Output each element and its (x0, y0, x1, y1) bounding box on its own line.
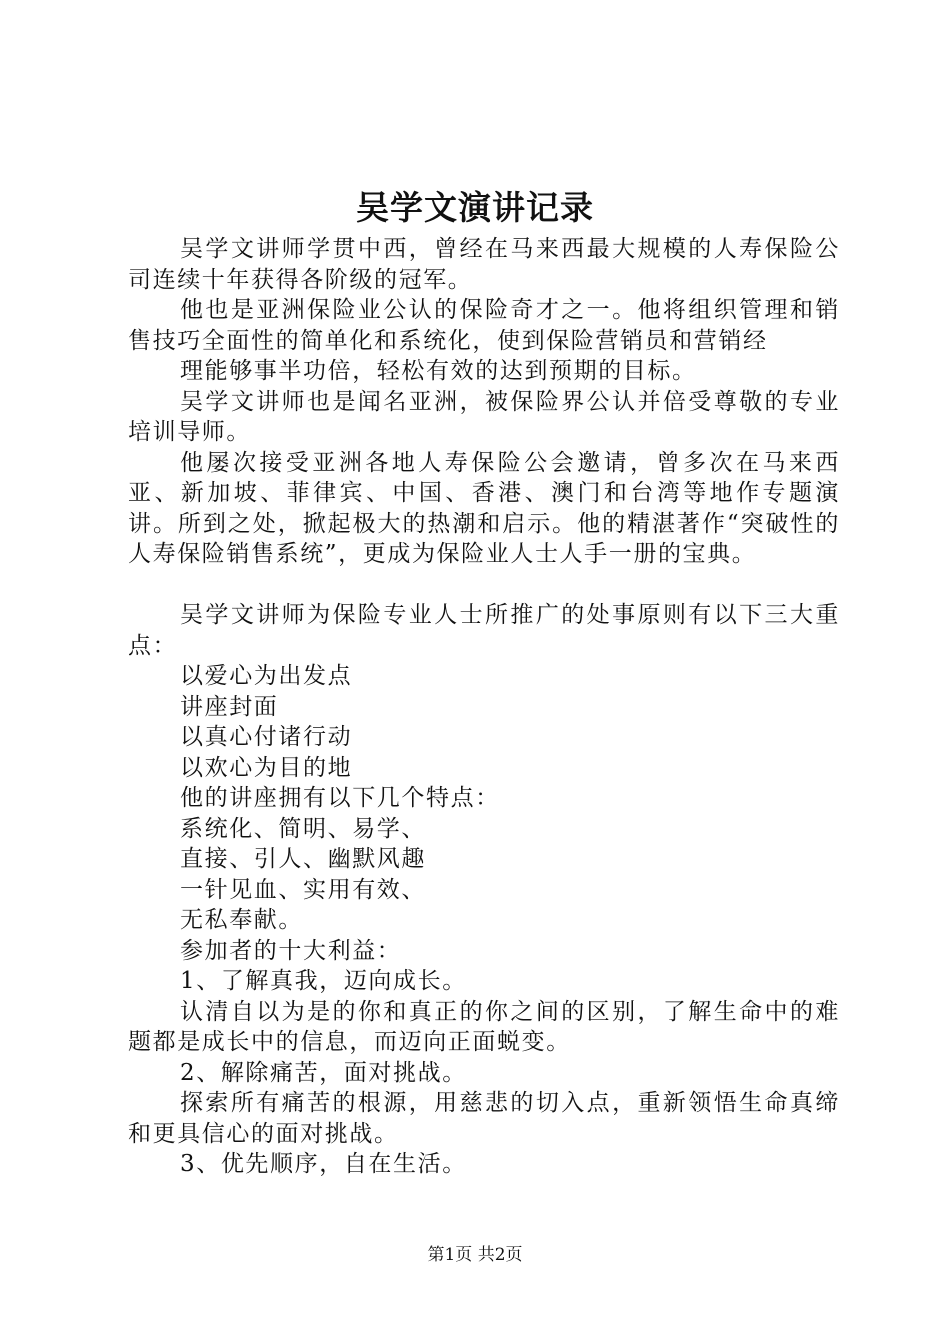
benefit-text: 探索所有痛苦的根源，用慈悲的切入点，重新领悟生命真缔和更具信心的面对挑战。 (128, 1090, 840, 1147)
paragraph-goals: 理能够事半功倍，轻松有效的达到预期的目标。 (180, 358, 697, 384)
principle-item: 以欢心为目的地 (180, 754, 353, 781)
paragraph-lectures: 他屡次接受亚洲各地人寿保险公会邀请，曾多次在马来西亚、新加坡、菲律宾、中国、香港、澳门和台湾等地作专题演讲。所到之处，掀起极大的热潮和启示。他的精湛著作“突破性的人寿保险销售系统”，更成为保险业人士人手一册的宝典。 (128, 449, 840, 567)
paragraph-principles-intro: 吴学文讲师为保险专业人士所推广的处事原则有以下三大重点： (128, 602, 840, 659)
paragraph-asia-insurance: 他也是亚洲保险业公认的保险奇才之一。他将组织管理和销售技巧全面性的简单化和系统化，使到保险营销员和营销经 (128, 297, 840, 354)
document-title: 吴学文演讲记录 (356, 188, 594, 227)
feature-item: 一针见血、实用有效、 (180, 876, 426, 903)
paragraph-trainer: 吴学文讲师也是闻名亚洲，被保险界公认并倍受尊敬的专业培训导师。 (128, 388, 840, 445)
paragraph-intro: 吴学文讲师学贯中西，曾经在马来西最大规模的人寿保险公司连续十年获得各阶级的冠军。 (128, 236, 840, 293)
feature-item: 无私奉献。 (180, 907, 303, 933)
principle-item: 讲座封面 (180, 693, 279, 720)
benefit-heading: 3、优先顺序，自在生活。 (180, 1151, 467, 1177)
features-intro: 他的讲座拥有以下几个特点： (180, 785, 500, 811)
benefit-text: 认清自以为是的你和真正的你之间的区别，了解生命中的难题都是成长中的信息，而迈向正面蜕变。 (128, 998, 840, 1055)
document-body (128, 234, 840, 1180)
feature-item: 系统化、简明、易学、 (180, 815, 426, 842)
benefits-intro: 参加者的十大利益： (180, 937, 402, 964)
benefit-heading: 1、了解真我，迈向成长。 (180, 968, 467, 994)
principle-item: 以真心付诸行动 (180, 724, 353, 750)
blank-line (128, 570, 840, 601)
feature-item: 直接、引人、幽默风趣 (180, 846, 426, 872)
benefit-heading: 2、解除痛苦，面对挑战。 (180, 1059, 467, 1086)
principle-item: 以爱心为出发点 (180, 663, 353, 689)
page-number-footer: 第1页 共2页 (427, 1245, 523, 1265)
